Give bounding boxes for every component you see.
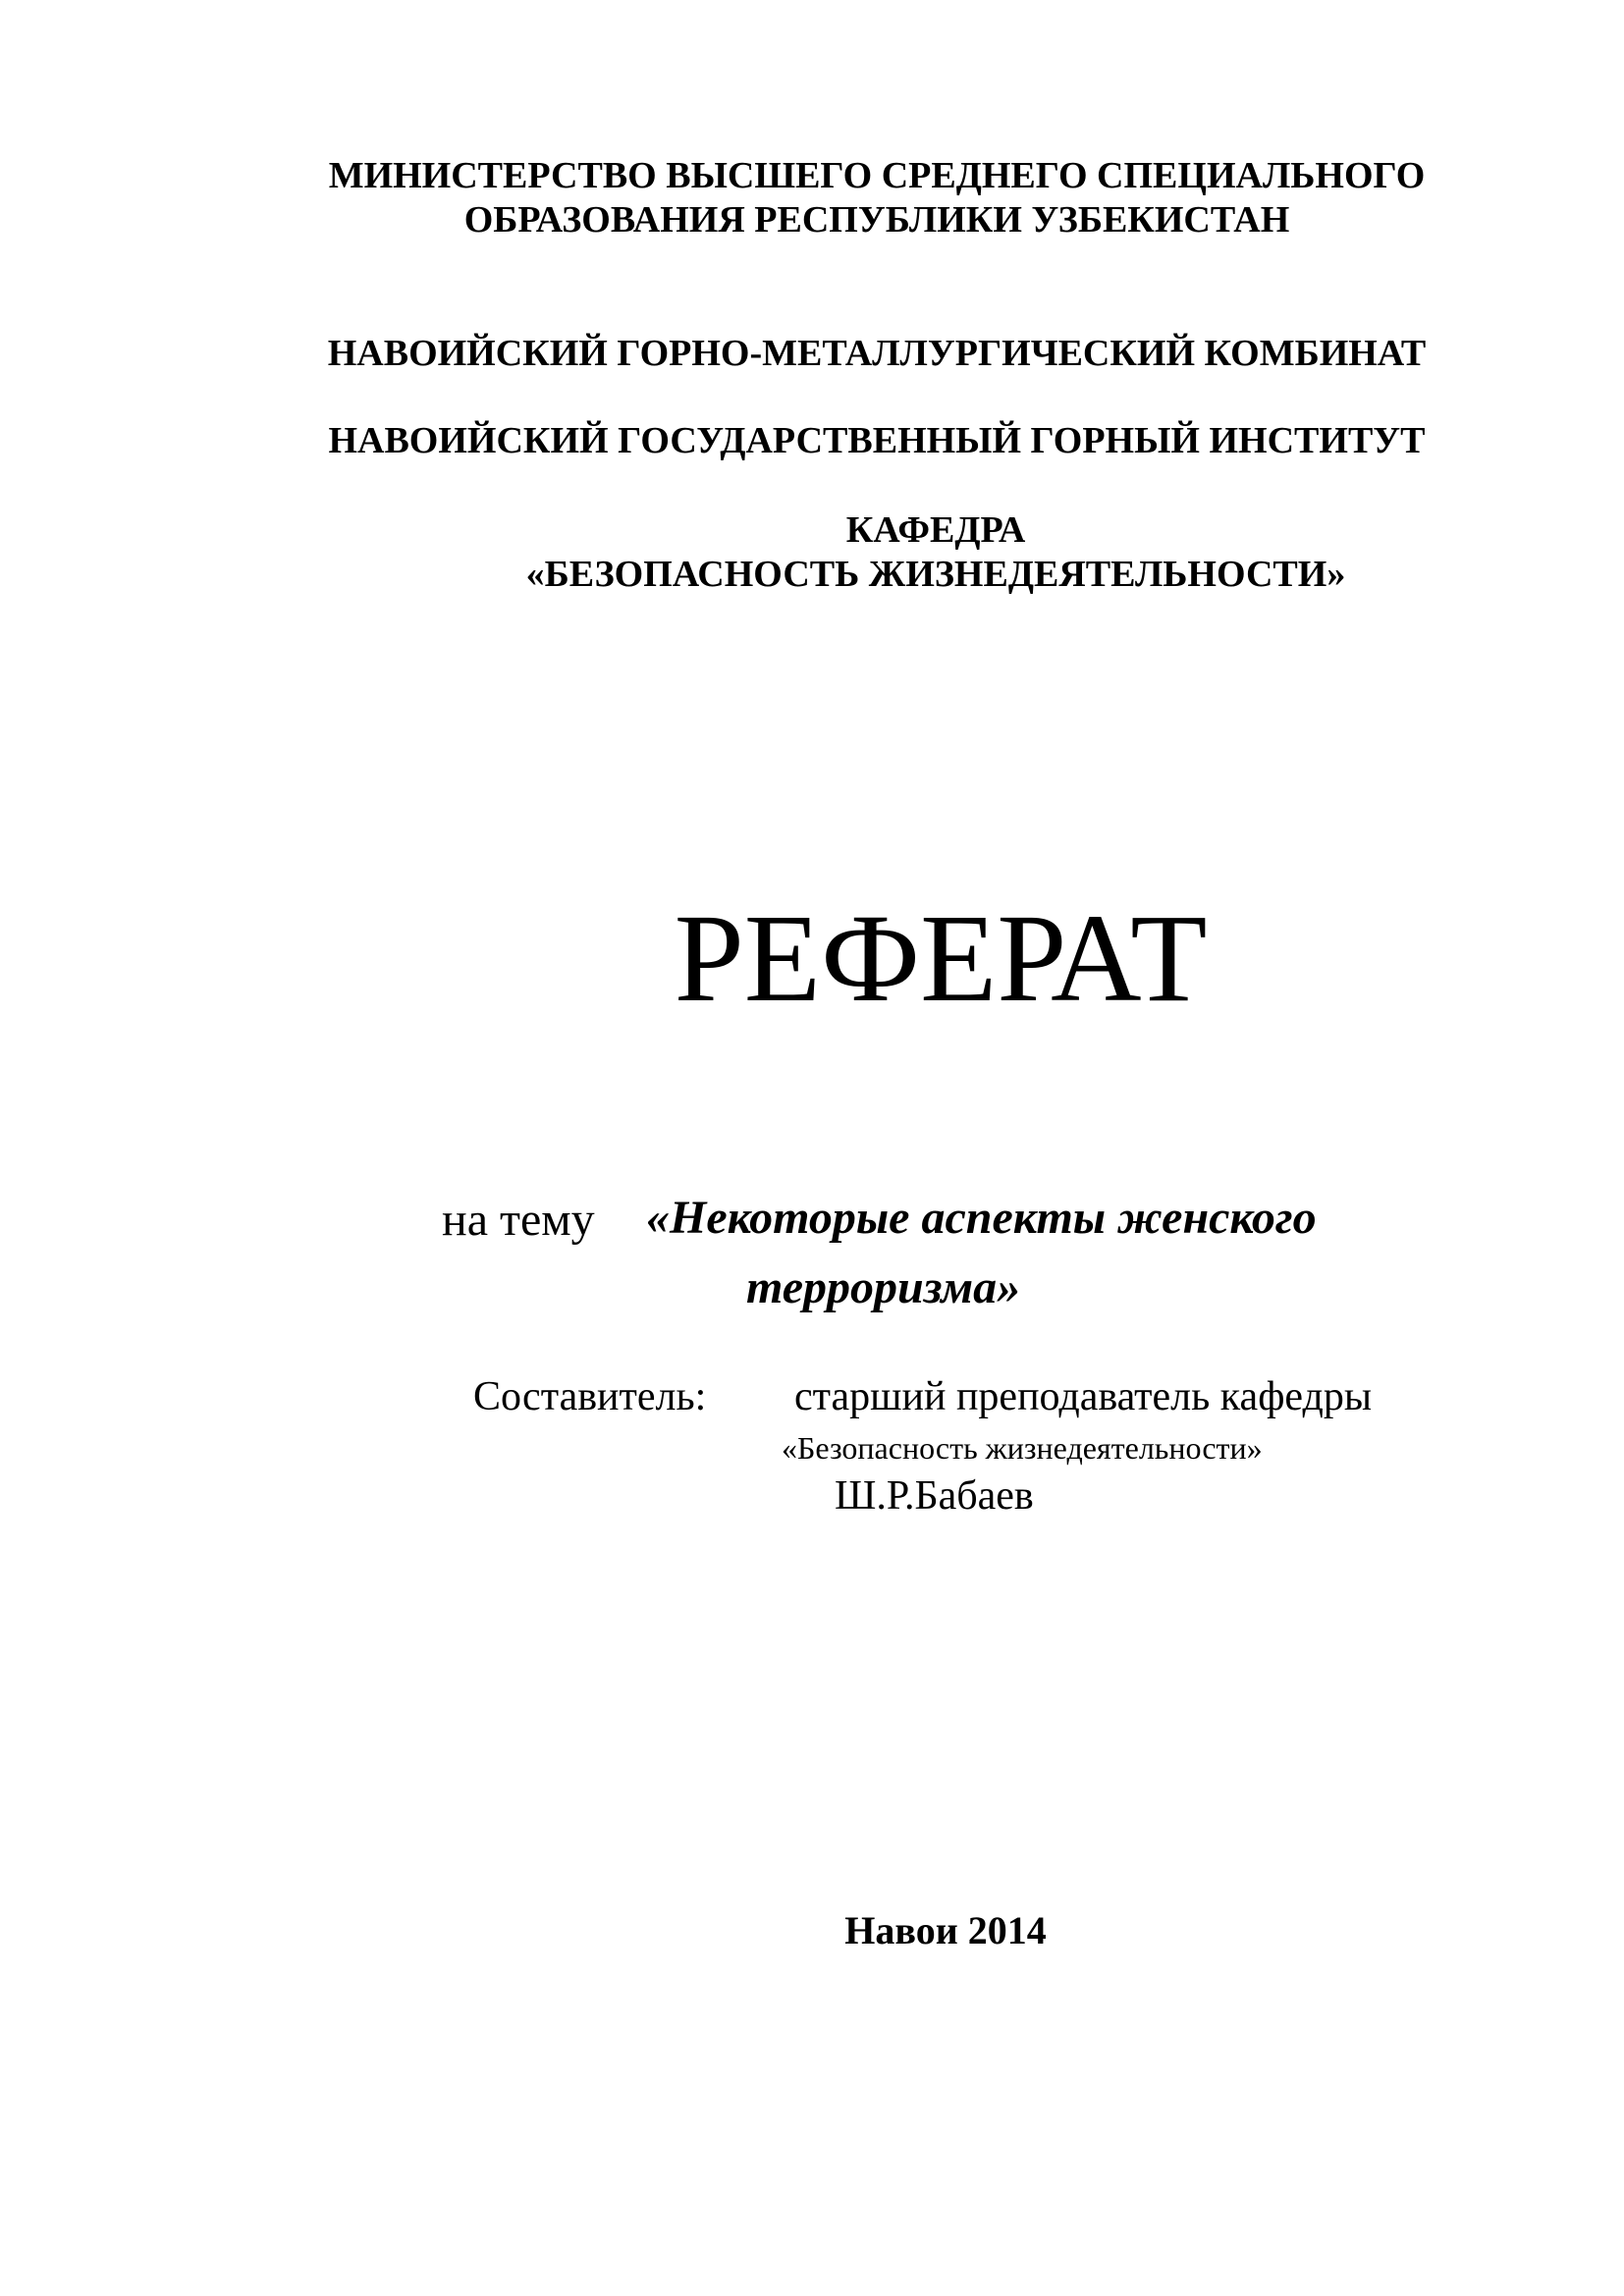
author-name: Ш.Р.Бабаев (835, 1473, 1034, 1519)
author-label: Составитель: (473, 1374, 707, 1419)
department-label: КАФЕДРА (845, 509, 1026, 551)
topic-title-line-2: терроризма» (746, 1261, 1021, 1313)
place-and-year: Навои 2014 (844, 1908, 1047, 1952)
topic-prefix: на тему (442, 1194, 595, 1246)
topic-title-line-1: «Некоторые аспекты женского (646, 1192, 1317, 1244)
ministry-line-2: ОБРАЗОВАНИЯ РЕСПУБЛИКИ УЗБЕКИСТАН (463, 199, 1290, 240)
ministry-line-1: МИНИСТЕРСТВО ВЫСШЕГО СРЕДНЕГО СПЕЦИАЛЬНОГО (328, 155, 1426, 196)
author-department: «Безопасность жизнедеятельности» (782, 1430, 1263, 1466)
department-name: «БЕЗОПАСНОСТЬ ЖИЗНЕДЕЯТЕЛЬНОСТИ» (525, 554, 1346, 595)
institute-name: НАВОИЙСКИЙ ГОСУДАРСТВЕННЫЙ ГОРНЫЙ ИНСТИТУТ (328, 420, 1426, 461)
author-position: старший преподаватель кафедры (794, 1374, 1373, 1419)
document-type-title: РЕФЕРАТ (674, 888, 1208, 1028)
combine-name: НАВОИЙСКИЙ ГОРНО-МЕТАЛЛУРГИЧЕСКИЙ КОМБИНАТ (327, 333, 1427, 374)
